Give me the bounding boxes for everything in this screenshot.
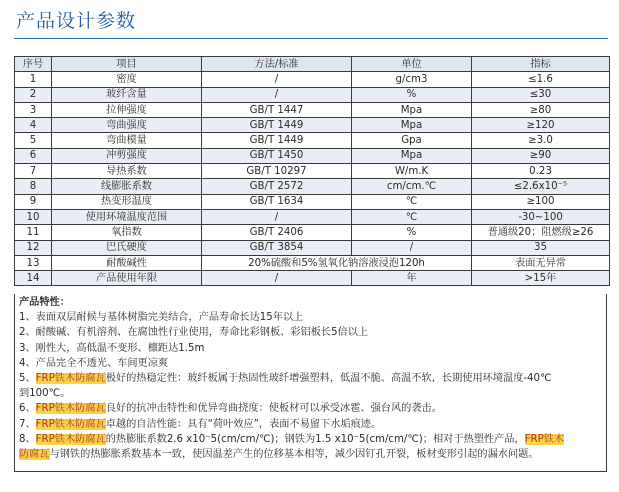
feature-3: 3、刚性大，高低温不变形、檩距达1.5m	[19, 342, 205, 354]
cell-method: /	[202, 87, 352, 102]
cell-unit: 年	[352, 271, 472, 286]
cell-unit: /	[352, 240, 472, 255]
feature-5	[19, 371, 602, 386]
cell-item: 耐酸碱性	[52, 255, 202, 270]
brand-highlight: FRP铁木防腐瓦	[35, 373, 106, 385]
table-header-row	[15, 57, 610, 72]
cell-value: ≤1.6	[472, 72, 610, 87]
feature-5-prefix: 5、	[19, 373, 36, 385]
feature-8-cont-text: 与钢铁的热膨胀系数基本一致，使因温差产生的位移基本相等，减少因钉孔开裂，板材变形引起的漏水问题。	[49, 449, 539, 461]
cell-item: 氧指数	[52, 225, 202, 240]
cell-item: 使用环境温度范围	[52, 209, 202, 224]
feature-7-prefix: 7、	[19, 418, 36, 430]
cell-unit: Gpa	[352, 133, 472, 148]
brand-highlight: FRP铁木防腐瓦	[35, 433, 106, 445]
cell-item: 巴氏硬度	[52, 240, 202, 255]
features-heading: 产品特性：	[19, 297, 70, 308]
cell-item: 密度	[52, 72, 202, 87]
table-row	[15, 194, 610, 209]
feature-4: 4、产品完全不透光、车间更凉爽	[19, 357, 169, 369]
table-row	[15, 164, 610, 179]
header-method: 方法/标准	[202, 57, 352, 72]
cell-index: 11	[15, 225, 52, 240]
cell-value: ≥120	[472, 118, 610, 133]
feature-6	[19, 401, 602, 416]
cell-index: 6	[15, 148, 52, 163]
cell-value: ≥90	[472, 148, 610, 163]
cell-value: ≥3.0	[472, 133, 610, 148]
cell-index: 5	[15, 133, 52, 148]
cell-value: ≥80	[472, 102, 610, 117]
cell-value: 表面无异常	[472, 255, 610, 270]
cell-unit: ℃	[352, 194, 472, 209]
cell-value: 0.23	[472, 164, 610, 179]
cell-value: ≤30	[472, 87, 610, 102]
feature-8-continued	[19, 447, 602, 462]
cell-method: GB/T 1449	[202, 118, 352, 133]
table-row	[15, 148, 610, 163]
header-index: 序号	[15, 57, 52, 72]
title-divider	[14, 38, 608, 39]
cell-unit: g/cm3	[352, 72, 472, 87]
cell-unit: Mpa	[352, 148, 472, 163]
table-row	[15, 72, 610, 87]
brand-highlight: FRP铁木	[524, 433, 565, 445]
feature-8-prefix: 8、	[19, 433, 36, 445]
brand-highlight: FRP铁木防腐瓦	[35, 403, 106, 415]
cell-unit: %	[352, 225, 472, 240]
cell-index: 4	[15, 118, 52, 133]
header-value: 指标	[472, 57, 610, 72]
cell-unit: W/m.K	[352, 164, 472, 179]
cell-index: 3	[15, 102, 52, 117]
cell-unit: ℃	[352, 209, 472, 224]
cell-item: 弯曲模量	[52, 133, 202, 148]
cell-item: 产品使用年限	[52, 271, 202, 286]
cell-index: 7	[15, 164, 52, 179]
feature-5-continued: 到100℃。	[19, 388, 71, 400]
cell-index: 10	[15, 209, 52, 224]
cell-value: >15年	[472, 271, 610, 286]
cell-index: 8	[15, 179, 52, 194]
parameters-table	[14, 56, 610, 286]
cell-item: 玻纤含量	[52, 87, 202, 102]
page-title: 产品设计参数	[16, 10, 137, 32]
feature-7	[19, 417, 602, 432]
cell-method: GB/T 1449	[202, 133, 352, 148]
feature-1: 1、表面双层耐候与基体树脂完美结合，产品寿命长达15年以上	[19, 312, 304, 324]
feature-7-text: 卓越的自洁性能：具有“荷叶效应”，表面不易留下水垢痕迹。	[105, 418, 382, 430]
cell-method: /	[202, 72, 352, 87]
cell-value: ≥100	[472, 194, 610, 209]
cell-method: GB/T 3854	[202, 240, 352, 255]
brand-highlight: 防腐瓦	[19, 449, 50, 461]
table-row	[15, 133, 610, 148]
cell-unit: Mpa	[352, 102, 472, 117]
brand-highlight: FRP铁木防腐瓦	[35, 418, 106, 430]
cell-index: 13	[15, 255, 52, 270]
cell-unit: Mpa	[352, 118, 472, 133]
cell-method: GB/T 1450	[202, 148, 352, 163]
cell-item: 热变形温度	[52, 194, 202, 209]
table-row	[15, 87, 610, 102]
cell-value: ≤2.6x10⁻⁵	[472, 179, 610, 194]
cell-unit: cm/cm.℃	[352, 179, 472, 194]
feature-2: 2、耐酸碱、有机溶剂、在腐蚀性行业使用，寿命比彩钢板、彩铝板长5倍以上	[19, 327, 369, 339]
header-unit: 单位	[352, 57, 472, 72]
cell-method: /	[202, 271, 352, 286]
table-row	[15, 240, 610, 255]
cell-value: 35	[472, 240, 610, 255]
cell-item: 导热系数	[52, 164, 202, 179]
cell-index: 14	[15, 271, 52, 286]
cell-method: GB/T 2406	[202, 225, 352, 240]
cell-method: GB/T 2572	[202, 179, 352, 194]
cell-item: 冲剪强度	[52, 148, 202, 163]
cell-item: 拉伸强度	[52, 102, 202, 117]
header-item: 项目	[52, 57, 202, 72]
table-body	[15, 72, 610, 286]
feature-8-text: 的热膨胀系数2.6 x10⁻5(cm/cm/℃)；钢铁为1.5 x10⁻5(cm/cm/℃)；相对于热塑性产品，	[105, 433, 525, 445]
cell-method: GB/T 1447	[202, 102, 352, 117]
cell-index: 1	[15, 72, 52, 87]
table-row	[15, 102, 610, 117]
table-row	[15, 179, 610, 194]
feature-8	[19, 432, 602, 447]
cell-method: GB/T 10297	[202, 164, 352, 179]
cell-index: 2	[15, 87, 52, 102]
cell-index: 9	[15, 194, 52, 209]
cell-item: 弯曲强度	[52, 118, 202, 133]
cell-value: -30~100	[472, 209, 610, 224]
feature-6-prefix: 6、	[19, 403, 36, 415]
cell-method: GB/T 1634	[202, 194, 352, 209]
table-row	[15, 118, 610, 133]
cell-method: /	[202, 209, 352, 224]
cell-value: 普通级20；阻燃级≥26	[472, 225, 610, 240]
table-row	[15, 271, 610, 286]
feature-5-text: 极好的热稳定性：玻纤板属于热固性玻纤增强塑料，低温不脆、高温不软，长期使用环境温度-40℃	[105, 373, 552, 385]
table-row	[15, 255, 610, 270]
cell-item: 线膨胀系数	[52, 179, 202, 194]
cell-method: 20%硫酸和5%氢氧化钠溶液浸泡120h	[202, 255, 472, 270]
product-features	[14, 294, 607, 472]
feature-6-text: 良好的抗冲击特性和优异弯曲挠度：使板材可以承受冰雹、强台风的袭击。	[105, 403, 442, 415]
cell-index: 12	[15, 240, 52, 255]
table-row	[15, 209, 610, 224]
table-row	[15, 225, 610, 240]
cell-unit: %	[352, 87, 472, 102]
